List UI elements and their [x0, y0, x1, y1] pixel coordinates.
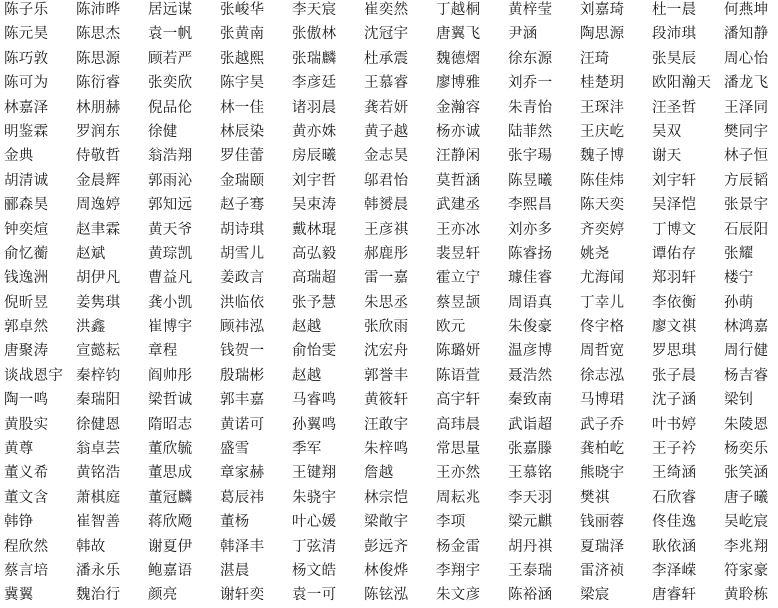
name-cell: 梁敞宇 [364, 514, 409, 531]
name-cell: 欧阳瀚天 [652, 75, 712, 92]
name-cell: 谈战恩宇 [4, 367, 64, 384]
name-cell: 桂楚玥 [580, 75, 625, 92]
name-cell: 林嘉泽 [4, 99, 49, 116]
name-cell: 温彦博 [508, 343, 553, 360]
name-cell: 鲍嘉语 [148, 562, 193, 579]
name-cell: 雷一嘉 [364, 270, 409, 287]
name-cell: 常思量 [436, 441, 481, 458]
name-cell: 耿依涵 [652, 538, 697, 555]
name-cell: 叶书婷 [652, 416, 697, 433]
name-cell: 汪静闲 [436, 148, 481, 165]
name-cell: 楼宁 [724, 270, 754, 287]
name-cell: 张予慧 [292, 294, 337, 311]
name-cell: 姚尧 [580, 245, 610, 262]
name-cell: 石辰阳 [724, 221, 769, 238]
name-cell: 郭誉丰 [364, 367, 409, 384]
name-cell: 魏治行 [76, 587, 121, 604]
name-cell: 陶一鸣 [4, 392, 49, 409]
name-cell: 陈思杰 [76, 26, 121, 43]
name-cell: 丁弦清 [292, 538, 337, 555]
name-cell: 顾若严 [148, 50, 193, 67]
name-cell: 刘亦多 [508, 221, 553, 238]
name-cell: 陈思源 [76, 50, 121, 67]
name-cell: 汪敢宇 [364, 416, 409, 433]
name-cell: 韩故 [76, 538, 106, 555]
name-cell: 王琛沣 [580, 99, 625, 116]
name-cell: 胡伊凡 [76, 270, 121, 287]
name-cell: 王键翔 [292, 465, 337, 482]
name-cell: 汪琦 [580, 50, 610, 67]
name-cell: 李熙昌 [508, 197, 553, 214]
name-cell: 胡诗琪 [220, 221, 265, 238]
name-cell: 李天宸 [292, 2, 337, 18]
name-cell: 裴昱轩 [436, 245, 481, 262]
name-cell: 胡清诚 [4, 172, 49, 189]
name-cell: 居远谋 [148, 2, 193, 18]
name-cell: 蔡昱颉 [436, 294, 481, 311]
name-cell: 金志昊 [364, 148, 409, 165]
name-cell: 崔奕然 [364, 2, 409, 18]
name-cell: 房辰曦 [292, 148, 337, 165]
name-cell: 方辰韬 [724, 172, 769, 189]
name-cell: 齐奕婷 [580, 221, 625, 238]
name-cell: 徐健恩 [76, 416, 121, 433]
name-cell: 陈璐妍 [436, 343, 481, 360]
name-cell: 倪昕昱 [4, 294, 49, 311]
name-cell: 廖博雅 [436, 75, 481, 92]
name-cell: 唐子曦 [724, 489, 769, 506]
name-cell: 郭雨沁 [148, 172, 193, 189]
name-cell: 王亦冰 [436, 221, 481, 238]
name-cell: 明鉴霖 [4, 123, 49, 140]
name-cell: 秦瑞阳 [76, 392, 121, 409]
name-cell: 王泽同 [724, 99, 769, 116]
name-cell: 翁卓芸 [76, 441, 121, 458]
name-cell: 樊同宇 [724, 123, 769, 140]
name-cell: 朱骁宇 [292, 489, 337, 506]
name-cell: 黄铭浩 [76, 465, 121, 482]
name-cell: 段沛琪 [652, 26, 697, 43]
name-cell: 王子衿 [652, 441, 697, 458]
name-cell: 殷瑞彬 [220, 367, 265, 384]
name-cell: 蔡言培 [4, 562, 49, 579]
name-cell: 张昊辰 [652, 50, 697, 67]
name-cell: 武建丞 [436, 197, 481, 214]
name-cell: 李项 [436, 514, 466, 531]
name-cell: 颜亮 [148, 587, 178, 604]
name-cell: 徐东源 [508, 50, 553, 67]
name-cell: 钱贺一 [220, 343, 265, 360]
name-cell: 周哲宽 [580, 343, 625, 360]
name-cell: 陈裕涵 [508, 587, 553, 604]
name-cell: 金晨辉 [76, 172, 121, 189]
name-cell: 刘宇轩 [652, 172, 697, 189]
name-cell: 黄天爷 [148, 221, 193, 238]
name-cell: 钱逸洲 [4, 270, 49, 287]
name-cell: 袁一帆 [148, 26, 193, 43]
name-cell: 程欣然 [4, 538, 49, 555]
name-cell: 陆菲然 [508, 123, 553, 140]
name-cell: 王彦祺 [364, 221, 409, 238]
name-cell: 唐睿轩 [652, 587, 697, 604]
name-cell: 罗润东 [76, 123, 121, 140]
name-cell: 夏瑞泽 [580, 538, 625, 555]
name-cell: 陈铉泓 [364, 587, 409, 604]
name-cell: 秦致南 [508, 392, 553, 409]
name-cell: 黄琮凯 [148, 245, 193, 262]
name-cell: 陈巧敦 [4, 50, 49, 67]
name-cell: 廖文祺 [652, 319, 697, 336]
name-cell: 张笑涵 [724, 465, 769, 482]
name-cell: 陈宇昊 [220, 75, 265, 92]
name-cell: 周逸婷 [76, 197, 121, 214]
name-cell: 汪圣哲 [652, 99, 697, 116]
name-cell: 洪鑫 [76, 319, 106, 336]
name-cell: 高弘毅 [292, 245, 337, 262]
name-cell: 龚柏屹 [580, 441, 625, 458]
name-cell: 徐志泓 [580, 367, 625, 384]
name-cell: 张傲林 [292, 26, 337, 43]
name-cell: 王泰瑞 [508, 562, 553, 579]
name-cell: 湛晨 [220, 562, 250, 579]
name-cell: 董义希 [4, 465, 49, 482]
name-cell: 钱丽蓉 [580, 514, 625, 531]
name-cell: 萧棋庭 [76, 489, 121, 506]
name-cell: 詹越 [364, 465, 394, 482]
name-cell: 孙萌 [724, 294, 754, 311]
name-cell: 陈衍睿 [76, 75, 121, 92]
name-cell: 郭丰嘉 [220, 392, 265, 409]
name-cell: 隋昭志 [148, 416, 193, 433]
name-cell: 唐翼飞 [436, 26, 481, 43]
name-cell: 金瀚容 [436, 99, 481, 116]
name-cell: 潘知静 [724, 26, 769, 43]
name-cell: 黄聆栋 [724, 587, 769, 604]
name-cell: 韩泽丰 [220, 538, 265, 555]
name-cell: 张子晨 [652, 367, 697, 384]
name-cell: 赵子骞 [220, 197, 265, 214]
name-cell: 樊祺 [580, 489, 610, 506]
name-cell: 顾祎泓 [220, 319, 265, 336]
name-cell: 诸羽晨 [292, 99, 337, 116]
name-cell: 罗佳蕾 [220, 148, 265, 165]
name-cell: 葛辰祎 [220, 489, 265, 506]
name-cell: 赵越 [292, 367, 322, 384]
name-cell: 沈宏舟 [364, 343, 409, 360]
name-cell: 高宇轩 [436, 392, 481, 409]
name-cell: 曹益凡 [148, 270, 193, 287]
name-cell: 林辰染 [220, 123, 265, 140]
name-cell: 杨文皓 [292, 562, 337, 579]
name-cell: 梁宸 [580, 587, 610, 604]
name-cell: 聂浩然 [508, 367, 553, 384]
name-cell: 魏子博 [580, 148, 625, 165]
name-cell: 戴林琨 [292, 221, 337, 238]
name-cell: 蒋欣飏 [148, 514, 193, 531]
name-cell: 盛雪 [220, 441, 250, 458]
name-cell: 雷济祯 [580, 562, 625, 579]
name-cell: 郭知远 [148, 197, 193, 214]
name-cell: 董思成 [148, 465, 193, 482]
name-cell: 潘永乐 [76, 562, 121, 579]
name-cell: 倪品伦 [148, 99, 193, 116]
name-cell: 杨吉睿 [724, 367, 769, 384]
name-cell: 李依衡 [652, 294, 697, 311]
name-cell: 陈天奕 [580, 197, 625, 214]
name-cell: 陈元昊 [4, 26, 49, 43]
name-cell: 谢天 [652, 148, 682, 165]
name-cell: 董杨 [220, 514, 250, 531]
name-cell: 谢夏伊 [148, 538, 193, 555]
name-cell: 徐健 [148, 123, 178, 140]
name-cell: 张瑞麟 [292, 50, 337, 67]
name-cell: 武子乔 [580, 416, 625, 433]
name-cell: 王亦然 [436, 465, 481, 482]
name-cell: 杨金雷 [436, 538, 481, 555]
name-cell: 熊晓宇 [580, 465, 625, 482]
name-cell: 周耘兆 [436, 489, 481, 506]
name-cell: 邬君怡 [364, 172, 409, 189]
name-cell: 霍立宁 [436, 270, 481, 287]
name-cell: 何燕坤 [724, 2, 769, 18]
name-cell: 章程 [148, 343, 178, 360]
name-cell: 郝鹿彤 [364, 245, 409, 262]
name-cell: 董冠麟 [148, 489, 193, 506]
name-cell: 林宗恺 [364, 489, 409, 506]
name-cell: 梁元麒 [508, 514, 553, 531]
name-cell: 阎帅彤 [148, 367, 193, 384]
name-cell: 季军 [292, 441, 322, 458]
name-cell: 吴双 [652, 123, 682, 140]
name-cell: 杜一晨 [652, 2, 697, 18]
name-cell: 洪临依 [220, 294, 265, 311]
name-cell: 朱俊豪 [508, 319, 553, 336]
name-cell: 高瑞超 [292, 270, 337, 287]
name-cell: 周心怡 [724, 50, 769, 67]
name-cell: 赵斌 [76, 245, 106, 262]
name-cell: 林俊烨 [364, 562, 409, 579]
name-cell: 翁浩翔 [148, 148, 193, 165]
name-cell: 丁幸儿 [580, 294, 625, 311]
name-cell: 黄股实 [4, 416, 49, 433]
name-cell: 林子恒 [724, 148, 769, 165]
name-cell: 武诣超 [508, 416, 553, 433]
name-cell: 高玮晨 [436, 416, 481, 433]
name-cell: 姜政言 [220, 270, 265, 287]
name-cell: 黄诺可 [220, 416, 265, 433]
name-cell: 沈子涵 [652, 392, 697, 409]
name-cell: 胡雪儿 [220, 245, 265, 262]
name-cell: 郭卓然 [4, 319, 49, 336]
name-cell: 张峻华 [220, 2, 265, 18]
name-cell: 杜承震 [364, 50, 409, 67]
name-cell: 符家豪 [724, 562, 769, 579]
name-cell: 张越熙 [220, 50, 265, 67]
name-cell: 姜隽琪 [76, 294, 121, 311]
name-cell: 张黄南 [220, 26, 265, 43]
name-cell: 韩赟晨 [364, 197, 409, 214]
name-cell: 黄梓莹 [508, 2, 553, 18]
name-cell: 张奕欣 [148, 75, 193, 92]
name-cell: 马睿鸣 [292, 392, 337, 409]
name-cell: 张宇瑒 [508, 148, 553, 165]
name-cell: 杨奕乐 [724, 441, 769, 458]
name-cell: 林一佳 [220, 99, 265, 116]
name-cell: 陈佳炜 [580, 172, 625, 189]
name-cell: 李翔宇 [436, 562, 481, 579]
name-cell: 梁哲诚 [148, 392, 193, 409]
name-cell: 李兆翔 [724, 538, 769, 555]
name-cell: 刘乔一 [508, 75, 553, 92]
name-cell: 欧元 [436, 319, 466, 336]
name-cell: 罗思琪 [652, 343, 697, 360]
name-cell: 李天羽 [508, 489, 553, 506]
name-cell: 董文含 [4, 489, 49, 506]
name-cell: 郑羽轩 [652, 270, 697, 287]
name-cell: 陈语萱 [436, 367, 481, 384]
name-cell: 佟宇格 [580, 319, 625, 336]
name-cell: 崔博宇 [148, 319, 193, 336]
name-cell: 崔智善 [76, 514, 121, 531]
name-cell: 吴泽恺 [652, 197, 697, 214]
name-cell: 吴屹宸 [724, 514, 769, 531]
name-cell: 魏德熠 [436, 50, 481, 67]
name-cell: 刘嘉琦 [580, 2, 625, 18]
name-cell: 章家赫 [220, 465, 265, 482]
name-cell: 林朋赫 [76, 99, 121, 116]
name-cell: 朱梓鸣 [364, 441, 409, 458]
name-cell: 谭佑存 [652, 245, 697, 262]
name-cell: 彭远齐 [364, 538, 409, 555]
name-cell: 陈睿扬 [508, 245, 553, 262]
name-cell: 侍敬哲 [76, 148, 121, 165]
name-cell: 陶思源 [580, 26, 625, 43]
name-cell: 张嘉滕 [508, 441, 553, 458]
name-cell: 吴束涛 [292, 197, 337, 214]
name-cell: 韩铮 [4, 514, 34, 531]
name-cell: 丁博文 [652, 221, 697, 238]
name-cell: 尤海闻 [580, 270, 625, 287]
name-cell: 王绮涵 [652, 465, 697, 482]
name-cell: 王慕铭 [508, 465, 553, 482]
name-cell: 周语真 [508, 294, 553, 311]
name-cell: 朱思丞 [364, 294, 409, 311]
name-cell: 潘龙飞 [724, 75, 769, 92]
name-cell: 马博珺 [580, 392, 625, 409]
name-cell: 刘宇哲 [292, 172, 337, 189]
name-cell: 宣懿耘 [76, 343, 121, 360]
name-cell: 赵越 [292, 319, 322, 336]
name-cell: 郦森昊 [4, 197, 49, 214]
name-cell: 尹涵 [508, 26, 538, 43]
name-cell: 朱文彦 [436, 587, 481, 604]
name-cell: 俞怡雯 [292, 343, 337, 360]
name-cell: 黄亦姝 [292, 123, 337, 140]
name-cell: 陈沛晔 [76, 2, 121, 18]
name-cell: 石欣睿 [652, 489, 697, 506]
name-cell: 俞忆蘅 [4, 245, 49, 262]
name-cell: 冀翼 [4, 587, 34, 604]
name-cell: 龚小凯 [148, 294, 193, 311]
name-cell: 叶心媛 [292, 514, 337, 531]
name-cell: 孙翼鸣 [292, 416, 337, 433]
name-cell: 钟奕煊 [4, 221, 49, 238]
name-cell: 林鸿嘉 [724, 319, 769, 336]
name-cell: 赵聿霖 [76, 221, 121, 238]
name-cell: 李彦廷 [292, 75, 337, 92]
name-cell: 王慕睿 [364, 75, 409, 92]
name-grid [4, 0, 778, 608]
name-cell: 金典 [4, 148, 34, 165]
name-cell: 袁一可 [292, 587, 337, 604]
name-cell: 黄筱轩 [364, 392, 409, 409]
name-cell: 谢轩奕 [220, 587, 265, 604]
name-cell: 周行健 [724, 343, 769, 360]
name-cell: 朱陵恩 [724, 416, 769, 433]
name-cell: 陈昱曦 [508, 172, 553, 189]
name-cell: 秦梓钧 [76, 367, 121, 384]
name-cell: 朱青怡 [508, 99, 553, 116]
name-cell: 黄尊 [4, 441, 34, 458]
name-cell: 张欣雨 [364, 319, 409, 336]
name-cell: 佟佳逸 [652, 514, 697, 531]
name-cell: 唐聚涛 [4, 343, 49, 360]
name-cell: 陈子乐 [4, 2, 49, 18]
name-cell: 陈可为 [4, 75, 49, 92]
name-cell: 王庆屹 [580, 123, 625, 140]
name-cell: 莫哲涵 [436, 172, 481, 189]
name-cell: 张景宇 [724, 197, 769, 214]
name-cell: 杨亦诚 [436, 123, 481, 140]
name-cell: 璩佳睿 [508, 270, 553, 287]
name-cell: 董欣毓 [148, 441, 193, 458]
name-cell: 丁越桐 [436, 2, 481, 18]
name-cell: 金瑞颐 [220, 172, 265, 189]
name-cell: 张耀 [724, 245, 754, 262]
name-cell: 沈冠宇 [364, 26, 409, 43]
name-cell: 黄子越 [364, 123, 409, 140]
name-cell: 龚若妍 [364, 99, 409, 116]
name-cell: 胡丹祺 [508, 538, 553, 555]
name-cell: 李泽嵘 [652, 562, 697, 579]
name-cell: 梁钊 [724, 392, 754, 409]
